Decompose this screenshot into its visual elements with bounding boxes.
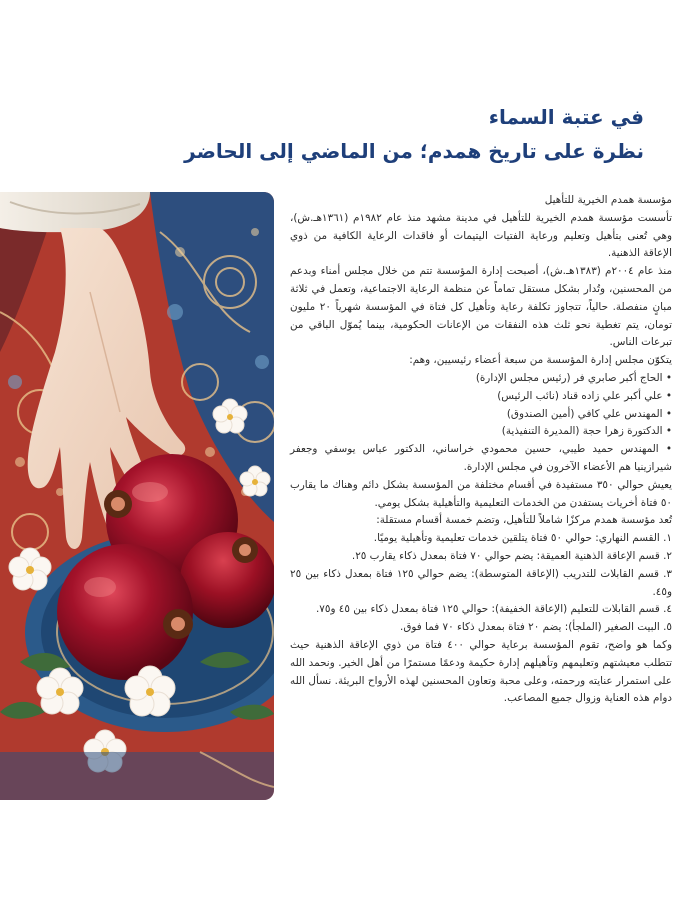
paragraph: منذ عام ٢٠٠٤م (١٣٨٣هـ.ش)، أصبحت إدارة المؤسسة تتم من خلال مجلس أمناء وبدعم من المحسنين، وتُدار بشكل مستقل تماماً عن منظمة الرعاية الاجتماعية، وتعمل في ثلاثة مبانٍ منفصلة. حالياً، تتجاوز تكلفة رعاية وتأهيل كل فتاة في المؤسسة شهرياً ٢٠ مليون تومان، يتم تغطية نحو ثلث هذه النفقات من الإعانات الحكومية، بينما يُموّل الباقي من تبرعات الناس. [290, 265, 673, 349]
list-item: ١. القسم النهاري: حوالي ٥٠ فتاة يتلقين خدمات تعليمية وتأهيلية يوميًا. [373, 532, 672, 545]
title-line-1: في عتبة السماء [488, 105, 644, 129]
paragraph: تأسست مؤسسة همدم الخيرية للتأهيل في مدينة مشهد منذ عام ١٩٨٢م (١٣٦١هـ.ش)، وهي تُعنى بتأهيل وتعليم ورعاية الفتيات اليتيمات أو فاقدات الرعاية الكافية من ذوي الإعاقة الذهنية. [290, 211, 672, 260]
paragraph: يعيش حوالي ٣٥٠ مستفيدة في أقسام مختلفة من المؤسسة بشكل دائم وهناك ما يقارب ٥٠ فتاة أخريات يستفدن من الخدمات التعليمية والتأهيلية بشكل يومي. [290, 478, 672, 509]
title-line-2: نظرة على تاريخ همدم؛ من الماضي إلى الحاضر [184, 139, 644, 163]
list-item: • علي أكبر علي زاده قناد (نائب الرئيس) [497, 389, 672, 402]
list-item: ٢. قسم الإعاقة الذهنية العميقة: يضم حوالي ٧٠ فتاة بمعدل ذكاء يقارب ٢٥. [351, 549, 672, 562]
list-item: ٣. قسم القابلات للتدريب (الإعاقة المتوسطة): يضم حوالي ١٢٥ فتاة بمعدل ذكاء بين ٢٥ و٤٥. [290, 567, 672, 598]
paragraph: تُعد مؤسسة همدم مركزًا شاملاً للتأهيل، وتضم خمسة أقسام مستقلة: [376, 514, 672, 527]
painting-hand-pomegranates [0, 192, 274, 800]
article-body [290, 192, 672, 708]
paragraph: وكما هو واضح، تقوم المؤسسة برعاية حوالي ٤٠٠ فتاة من ذوي الإعاقة الذهنية حيث تتطلب معيشتهم وتعليمهم وتأهيلهم إدارة حكيمة ودعمًا مستمرًا من أهل الخير. ونحمد الله على استمرار عنايته ورحمته، وعلى محبة وتعاون المحسنين لهذه الأرواح البريئة. نسأل الله دوام هذه العناية وزوال جميع المصاعب. [290, 638, 672, 705]
paragraph: يتكوّن مجلس إدارة المؤسسة من سبعة أعضاء رئيسيين، وهم: [409, 354, 672, 367]
section-heading: مؤسسة همدم الخيرية للتأهيل [544, 194, 672, 206]
article-title [184, 100, 644, 168]
list-item: • المهندس علي كافي (أمين الصندوق) [506, 407, 672, 420]
list-item: ٥. البيت الصغير (الملجأ): يضم ٢٠ فتاة بمعدل ذكاء ٧٠ فما فوق. [400, 621, 672, 634]
list-item: • المهندس حميد طيبي، حسين محمودي خراساني، الدكتور عباس يوسفي وجعفر شيرازينيا هم الأعضاء الآخرون في مجلس الإدارة. [290, 443, 672, 473]
list-item: • الحاج أكبر صابري فر (رئيس مجلس الإدارة) [475, 371, 672, 384]
list-item: ٤. قسم القابلات للتعليم (الإعاقة الخفيفة): حوالي ١٢٥ فتاة بمعدل ذكاء بين ٤٥ و٧٥. [315, 603, 672, 616]
list-item: • الدكتورة زهرا حجة (المديرة التنفيذية) [501, 425, 672, 438]
